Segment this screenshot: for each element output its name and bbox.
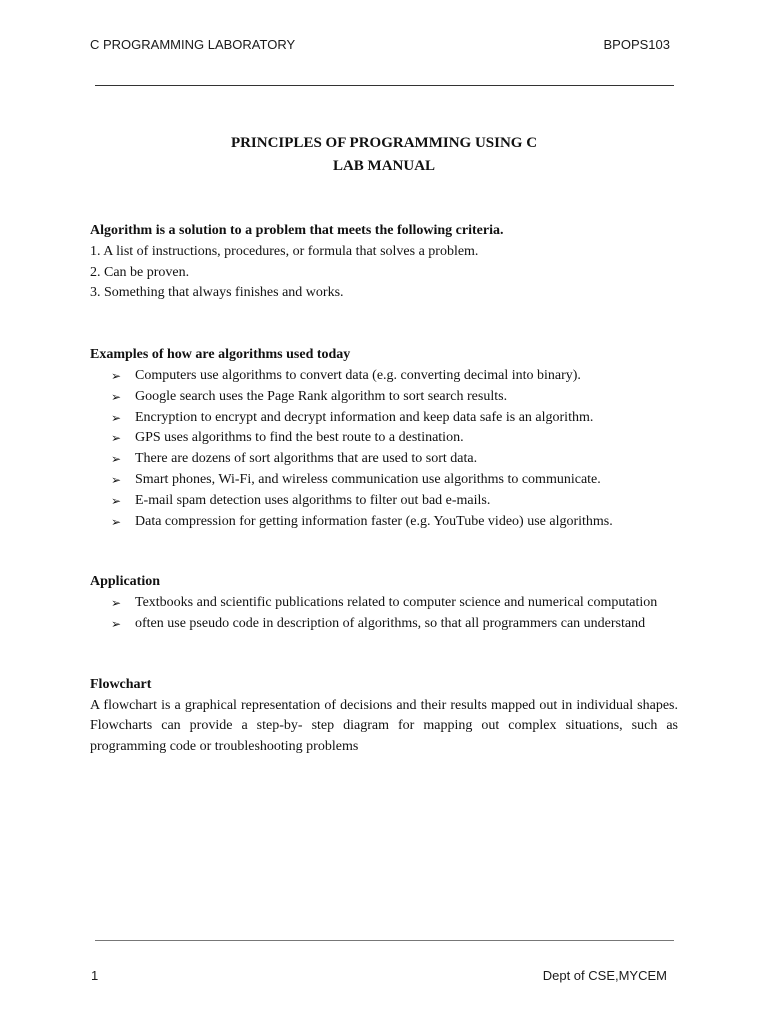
arrowhead-bullet-icon: ➢ (111, 514, 122, 529)
arrowhead-bullet-icon: ➢ (111, 368, 122, 383)
examples-section (90, 345, 678, 532)
arrowhead-bullet-icon: ➢ (111, 596, 122, 611)
document-title (90, 132, 678, 178)
list-item (90, 593, 678, 614)
page-body (90, 132, 678, 758)
header-course-title: C PROGRAMMING LABORATORY (90, 37, 296, 52)
list-item (90, 366, 678, 387)
arrowhead-bullet-icon: ➢ (111, 472, 122, 487)
application-list (90, 593, 678, 635)
list-item-text: often use pseudo code in description of algorithms, so that all programmers can understand (135, 615, 646, 631)
list-item-text: Computers use algorithms to convert data (e.g. converting decimal into binary). (135, 367, 581, 383)
arrowhead-bullet-icon: ➢ (111, 431, 122, 446)
page-number: 1 (91, 968, 99, 983)
examples-heading: Examples of how are algorithms used today (90, 347, 351, 363)
list-item-text: Textbooks and scientific publications related to computer science and numerical computation (135, 595, 658, 611)
footer-divider (95, 940, 674, 941)
application-heading: Application (90, 574, 161, 590)
arrowhead-bullet-icon: ➢ (111, 410, 122, 425)
flowchart-description: A flowchart is a graphical representation of decisions and their results mapped out in individual shapes. Flowcharts can provide a step-by- step diagram for mapping out complex situations, such as programming code or troubleshooting problems (90, 697, 678, 755)
header-course-code: BPOPS103 (603, 37, 670, 52)
list-item-text: GPS uses algorithms to find the best route to a destination. (135, 430, 464, 446)
flowchart-heading: Flowchart (90, 676, 152, 692)
list-item (90, 387, 678, 408)
list-item-text: Encryption to encrypt and decrypt information and keep data safe is an algorithm. (135, 409, 594, 425)
title-line-1: PRINCIPLES OF PROGRAMMING USING C (230, 135, 538, 151)
list-item-text: Data compression for getting information faster (e.g. YouTube video) use algorithms. (135, 513, 613, 529)
list-item-text: Smart phones, Wi-Fi, and wireless communication use algorithms to communicate. (135, 471, 601, 487)
list-item (90, 614, 678, 635)
algorithm-criterion: 2. Can be proven. (90, 264, 190, 280)
list-item (90, 449, 678, 470)
algorithm-heading: Algorithm is a solution to a problem that meets the following criteria. (90, 223, 504, 238)
list-item (90, 512, 678, 533)
flowchart-section (90, 675, 678, 758)
list-item (90, 428, 678, 449)
list-item-text: Google search uses the Page Rank algorithm to sort search results. (135, 388, 508, 404)
algorithm-section (90, 221, 678, 304)
arrowhead-bullet-icon: ➢ (111, 389, 122, 404)
header-divider (95, 85, 674, 86)
footer-department: Dept of CSE,MYCEM (542, 968, 667, 983)
algorithm-criterion: 3. Something that always finishes and works. (90, 285, 344, 301)
examples-list (90, 366, 678, 532)
arrowhead-bullet-icon: ➢ (111, 616, 122, 631)
title-line-2: LAB MANUAL (332, 158, 436, 174)
arrowhead-bullet-icon: ➢ (111, 493, 122, 508)
list-item (90, 491, 678, 512)
list-item (90, 408, 678, 429)
list-item-text: There are dozens of sort algorithms that are used to sort data. (135, 451, 478, 467)
list-item (90, 470, 678, 491)
application-section (90, 572, 678, 634)
arrowhead-bullet-icon: ➢ (111, 452, 122, 467)
algorithm-criterion: 1. A list of instructions, procedures, or formula that solves a problem. (90, 243, 479, 259)
list-item-text: E-mail spam detection uses algorithms to filter out bad e-mails. (135, 492, 491, 508)
